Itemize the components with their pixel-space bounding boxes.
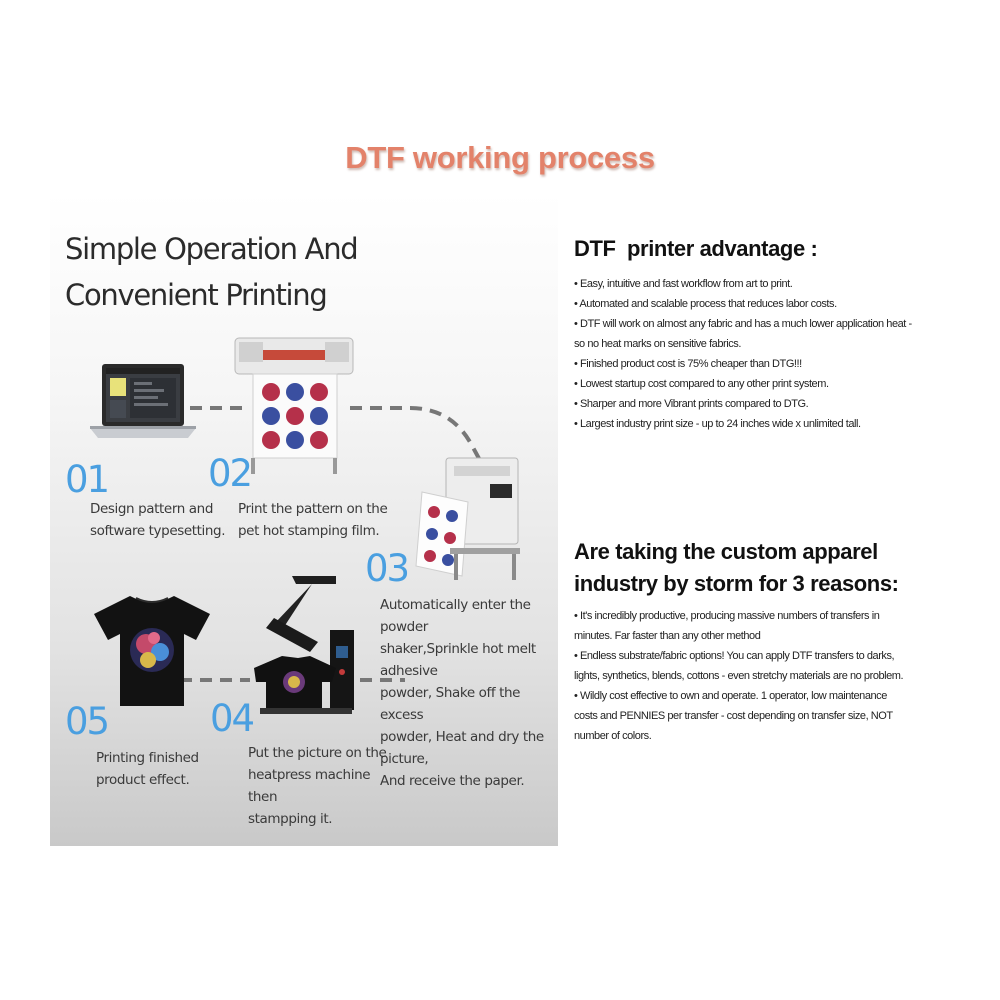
heat-press-icon [252,572,362,722]
reasons-list [574,606,909,746]
step-04-description [248,742,398,830]
step-03-description [380,594,558,792]
advantage-item: • Largest industry print size - up to 24 inches wide x unlimited tall. [574,418,861,430]
step-01-line-1: Design pattern and [90,501,213,517]
process-panel [50,192,558,846]
dtf-printer-icon [233,330,355,475]
step-02-line-2: pet hot stamping film. [238,523,380,539]
step-04-line-1: Put the picture on the [248,745,387,761]
advantages-heading: DTF printer advantage : [574,236,818,261]
reason-item: • It's incredibly productive, producing massive numbers of transfers in minutes. Far faster than any other method [574,610,880,642]
advantage-item: • Lowest startup cost compared to any other print system. [574,378,829,390]
step-05-number: 05 [65,700,109,743]
step-01-line-2: software typesetting. [90,523,226,539]
step-02-description [238,498,408,542]
advantage-item: • Automated and scalable process that reduces labor costs. [574,298,837,310]
step-05-line-2: product effect. [96,772,190,788]
page-title: DTF working process [345,140,655,175]
advantage-item: • DTF will work on almost any fabric and has a much lower application heat - so no heat marks on sensitive fabrics. [574,318,912,350]
step-04-line-3: stampping it. [248,811,333,827]
advantages-list [574,274,919,434]
advantage-item: • Easy, intuitive and fast workflow from art to print. [574,278,793,290]
reason-item: • Wildly cost effective to own and operate. 1 operator, low maintenance costs and PENNIES per transfer - cost depending on transfer size, NOT number of colors. [574,690,893,742]
step-05-description [96,747,236,791]
advantage-item: • Finished product cost is 75% cheaper than DTG!!! [574,358,802,370]
powder-shaker-icon [414,454,524,584]
step-03-line-5: And receive the paper. [380,773,525,789]
step-03-line-4: powder, Heat and dry the picture, [380,729,544,767]
step-05-line-1: Printing finished [96,750,199,766]
step-03-line-1: Automatically enter the powder [380,597,531,635]
step-02-number: 02 [208,452,252,495]
step-02-line-1: Print the pattern on the [238,501,388,517]
laptop-icon [90,362,196,452]
advantage-item: • Sharper and more Vibrant prints compared to DTG. [574,398,809,410]
step-04-line-2: heatpress machine then [248,767,371,805]
step-03-line-3: powder, Shake off the excess [380,685,521,723]
step-01-number: 01 [65,458,109,501]
panel-title-line-2: Convenient Printing [65,278,327,312]
tshirt-icon [92,592,212,710]
reasons-heading: Are taking the custom apparel industry by storm for 3 reasons: [574,539,899,596]
panel-title-line-1: Simple Operation And [65,232,358,266]
step-03-line-2: shaker,Sprinkle hot melt adhesive [380,641,536,679]
step-04-number: 04 [210,697,254,740]
reason-item: • Endless substrate/fabric options! You can apply DTF transfers to darks, lights, synthetics, blends, cottons - even stretchy materials are no problem. [574,650,904,682]
step-01-description [90,498,240,542]
step-03-number: 03 [365,547,409,590]
